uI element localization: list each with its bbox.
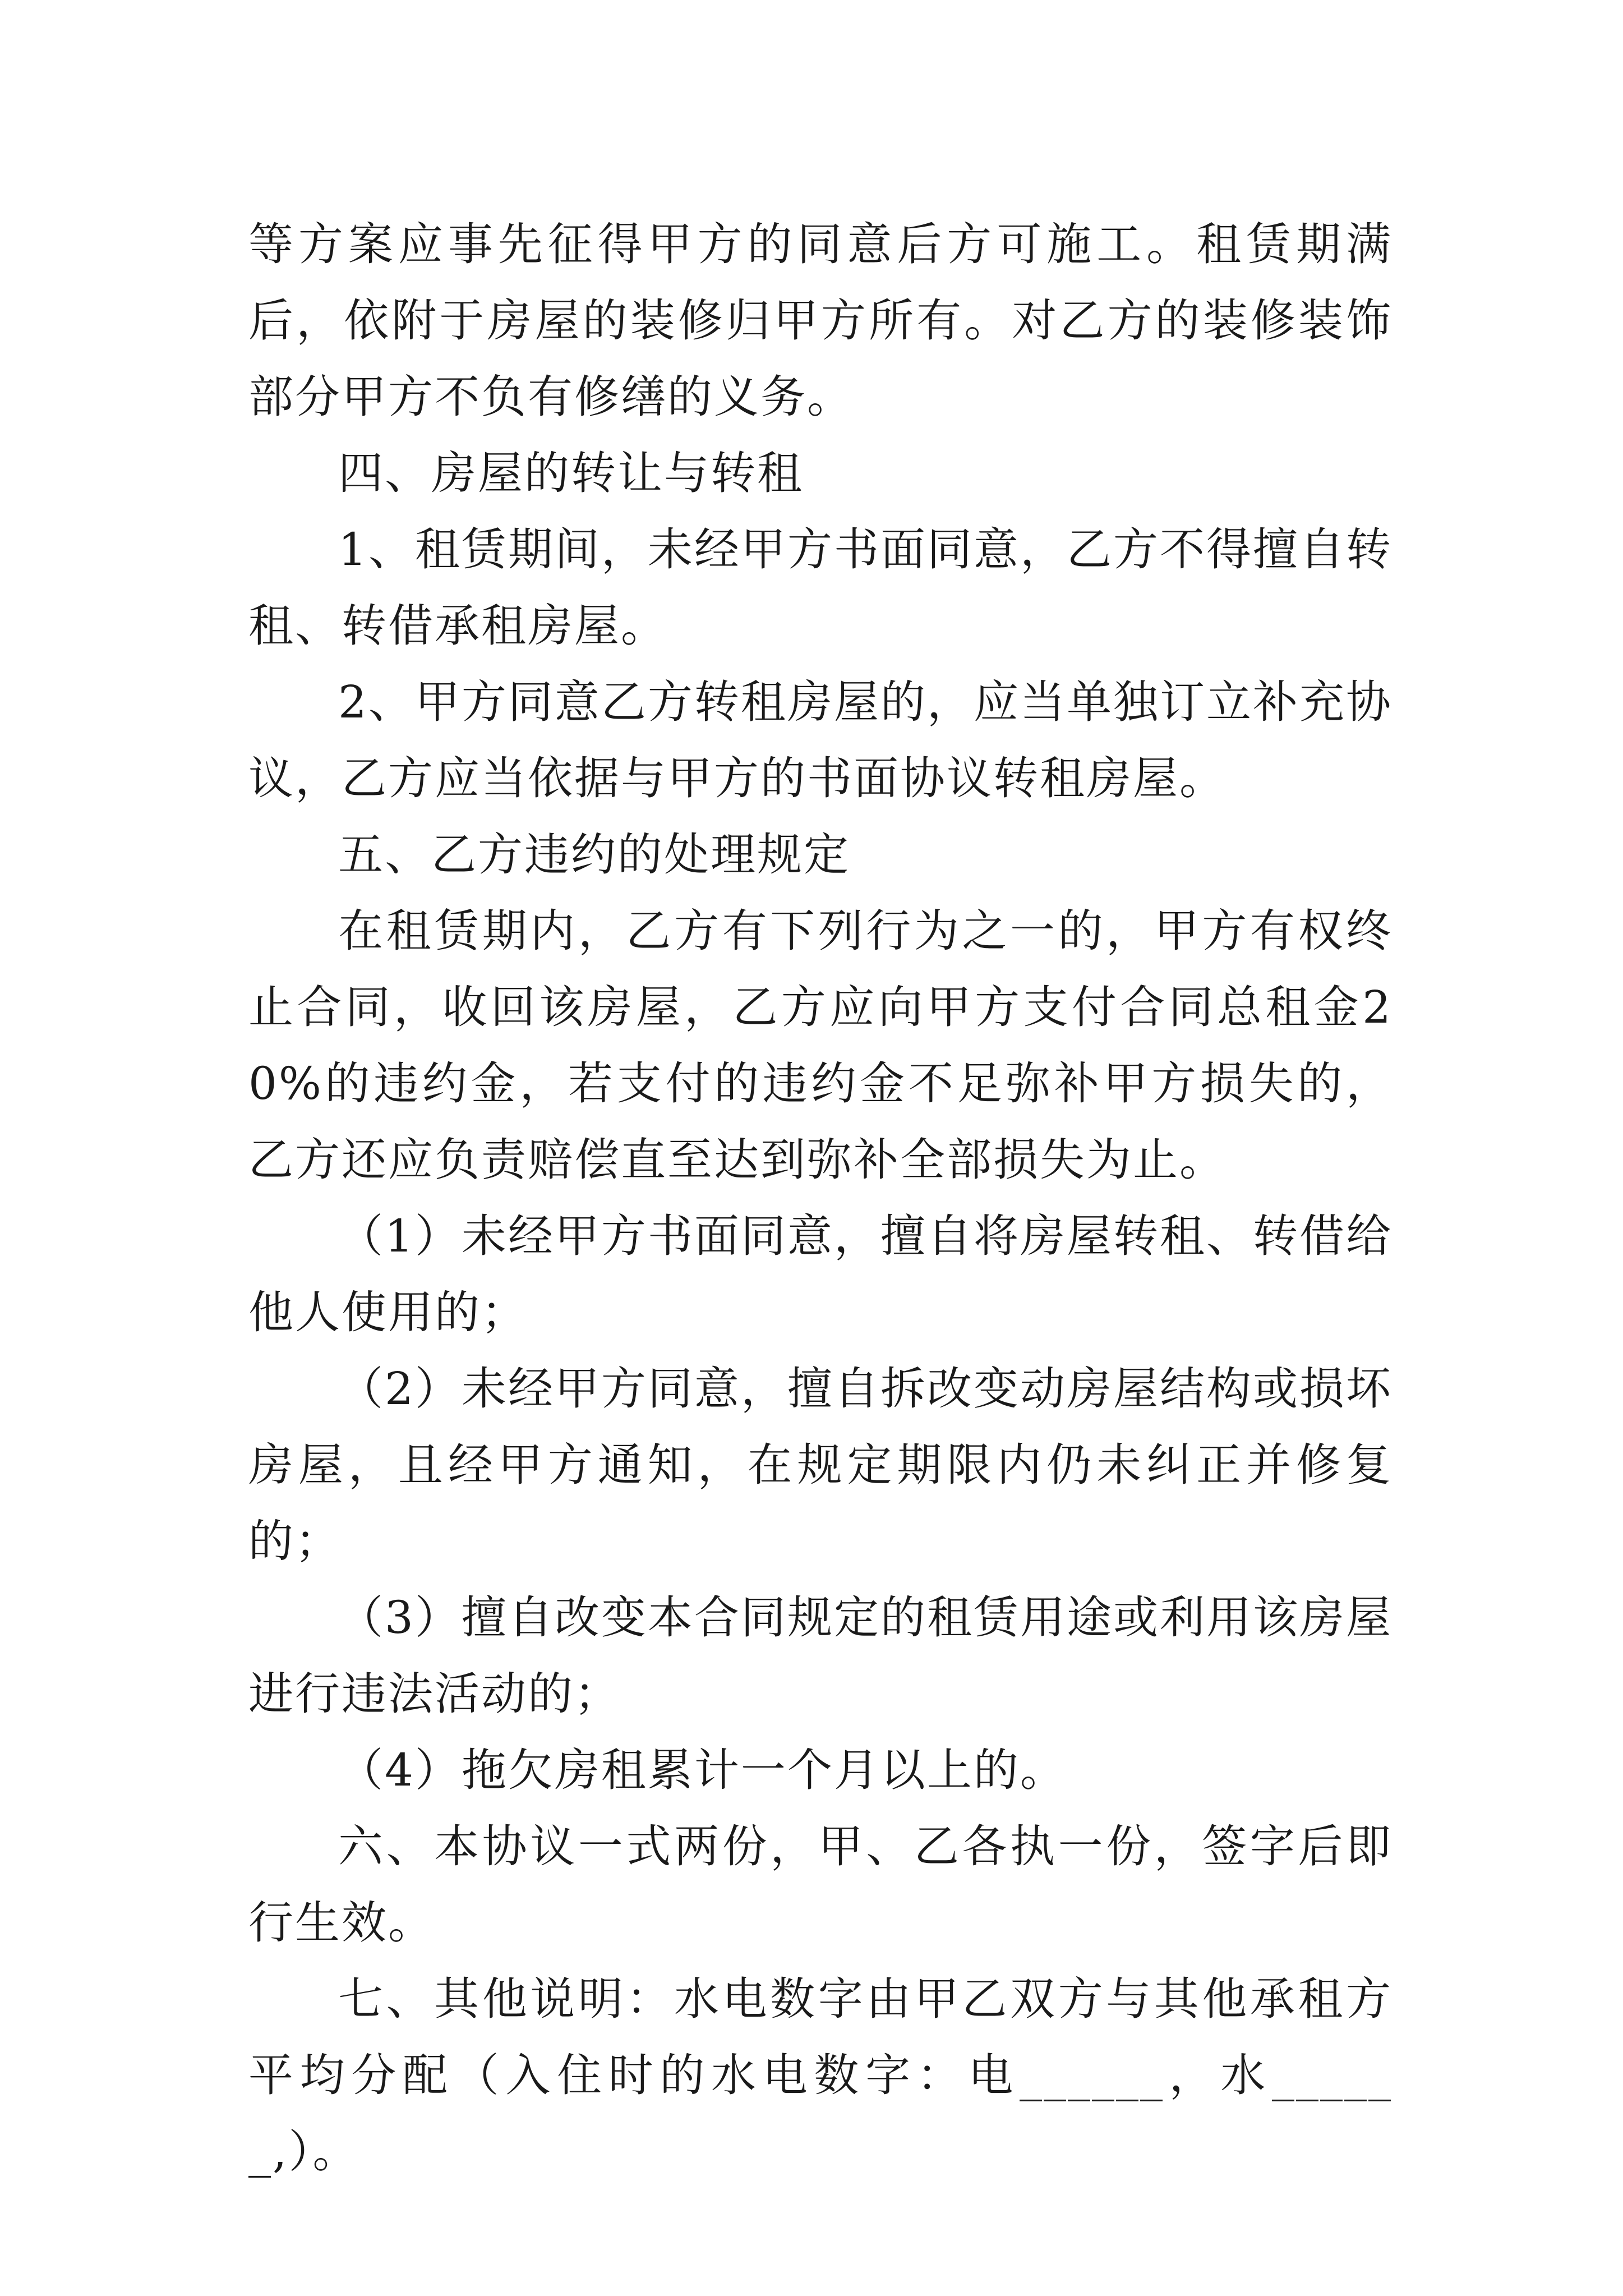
section-6: 六、本协议一式两份，甲、乙各执一份，签字后即行生效。	[248, 1820, 1393, 1949]
paragraph-continuation: 等方案应事先征得甲方的同意后方可施工。租赁期满后，依附于房屋的装修归甲方所有。对乙方的装修装饰部分甲方不负有修缮的义务。	[248, 218, 1393, 423]
section-4-item-2: 2、甲方同意乙方转租房屋的，应当单独订立补充协议，乙方应当依据与甲方的书面协议转租房屋。	[248, 676, 1393, 804]
section-5-body: 在租赁期内，乙方有下列行为之一的，甲方有权终止合同，收回该房屋，乙方应向甲方支付合同总租金20%的违约金，若支付的违约金不足弥补甲方损失的，乙方还应负责赔偿直至达到弥补全部损失为止。	[248, 905, 1393, 1186]
section-5-item-1: （1）未经甲方书面同意，擅自将房屋转租、转借给他人使用的；	[248, 1210, 1393, 1338]
document-body	[248, 206, 1393, 2190]
section-4-heading: 四、房屋的转让与转租	[338, 447, 804, 499]
section-5-item-4: （4）拖欠房租累计一个月以上的。	[338, 1744, 1067, 1796]
section-7: 七、其他说明：水电数字由甲乙双方与其他承租方平均分配（入住时的水电数字：电______，水______,）。	[248, 1973, 1393, 2178]
section-5-item-3: （3）擅自改变本合同规定的租赁用途或利用该房屋进行违法活动的；	[248, 1591, 1393, 1720]
section-5-item-2: （2）未经甲方同意，擅自拆改变动房屋结构或损坏房屋，且经甲方通知，在规定期限内仍未纠正并修复的；	[248, 1363, 1393, 1567]
section-4-item-1: 1、租赁期间，未经甲方书面同意，乙方不得擅自转租、转借承租房屋。	[248, 523, 1393, 652]
section-5-heading: 五、乙方违约的处理规定	[338, 829, 850, 881]
